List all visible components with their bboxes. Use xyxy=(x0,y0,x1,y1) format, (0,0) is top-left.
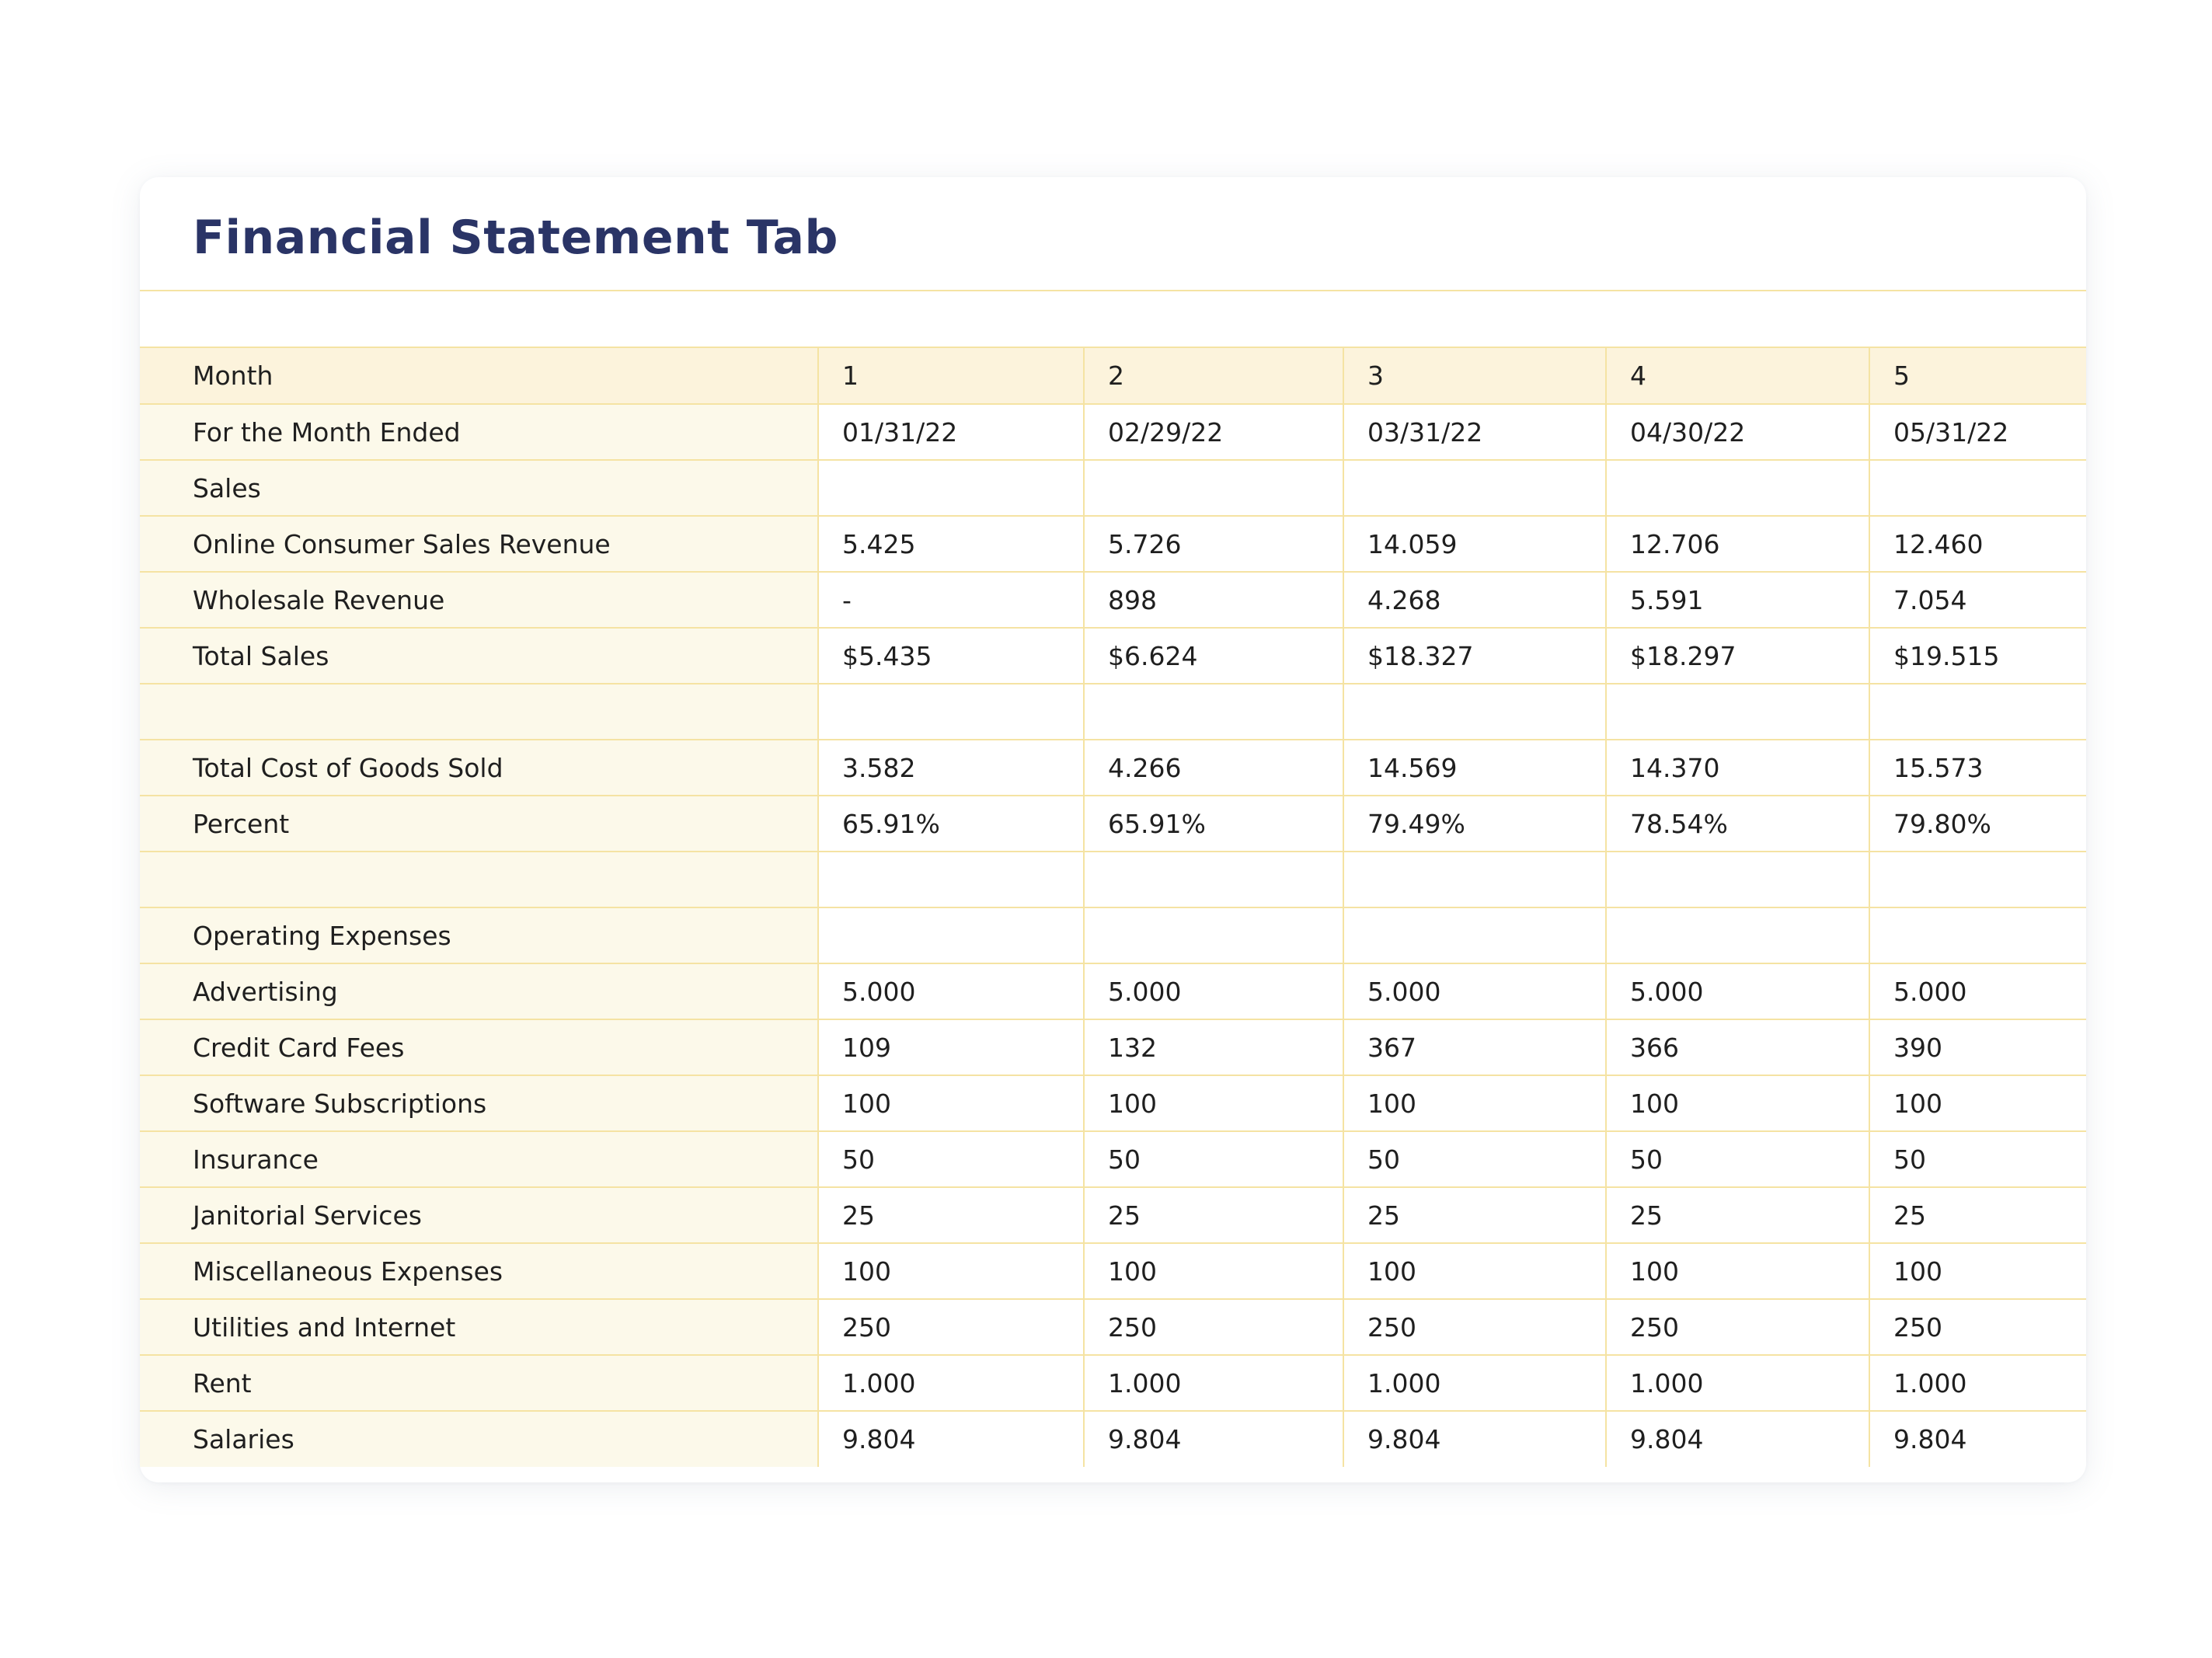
month-header-row xyxy=(140,348,2086,404)
table-cell: 1.000 xyxy=(1869,1355,2086,1411)
table-cell: 7.054 xyxy=(1869,572,2086,628)
table-cell: 100 xyxy=(1869,1243,2086,1299)
table-cell: 1.000 xyxy=(1343,1355,1606,1411)
row-label xyxy=(140,684,818,740)
table-cell: 9.804 xyxy=(818,1411,1084,1467)
table-row xyxy=(140,1299,2086,1355)
table-cell: 50 xyxy=(1606,1131,1869,1187)
table-cell: 78.54% xyxy=(1606,796,1869,852)
row-label: Utilities and Internet xyxy=(140,1299,818,1355)
table-row xyxy=(140,1019,2086,1075)
table-cell: 50 xyxy=(818,1131,1084,1187)
table-cell xyxy=(1343,684,1606,740)
table-cell xyxy=(1084,907,1343,963)
table-cell xyxy=(1606,907,1869,963)
table-cell: 14.059 xyxy=(1343,516,1606,572)
table-cell xyxy=(818,852,1084,907)
table-cell: 65.91% xyxy=(818,796,1084,852)
page-title: Financial Statement Tab xyxy=(193,211,838,265)
table-cell: $19.515 xyxy=(1869,628,2086,684)
table-cell xyxy=(1606,684,1869,740)
table-cell: 25 xyxy=(1869,1187,2086,1243)
table-cell: 4.266 xyxy=(1084,740,1343,796)
table-cell: 100 xyxy=(1606,1243,1869,1299)
table-cell xyxy=(818,460,1084,516)
table-cell: 9.804 xyxy=(1606,1411,1869,1467)
row-label: Salaries xyxy=(140,1411,818,1467)
table-cell: 100 xyxy=(1343,1243,1606,1299)
row-label xyxy=(140,852,818,907)
row-label: Rent xyxy=(140,1355,818,1411)
row-label: Total Cost of Goods Sold xyxy=(140,740,818,796)
table-cell xyxy=(1343,907,1606,963)
spacer-row xyxy=(140,291,2086,348)
table-cell: 25 xyxy=(1343,1187,1606,1243)
table-cell: 109 xyxy=(818,1019,1084,1075)
table-row xyxy=(140,1075,2086,1131)
table-cell xyxy=(1343,460,1606,516)
table-cell: 132 xyxy=(1084,1019,1343,1075)
table-cell: 25 xyxy=(1606,1187,1869,1243)
card-header xyxy=(140,177,2086,291)
table-row xyxy=(140,628,2086,684)
row-label: Sales xyxy=(140,460,818,516)
table-cell: 25 xyxy=(818,1187,1084,1243)
table-cell: 390 xyxy=(1869,1019,2086,1075)
table-cell xyxy=(1084,684,1343,740)
header-cell: 2 xyxy=(1084,348,1343,404)
table-cell: 4.268 xyxy=(1343,572,1606,628)
table-cell xyxy=(1869,460,2086,516)
table-cell: 100 xyxy=(1606,1075,1869,1131)
financial-table xyxy=(140,348,2086,1467)
header-cell: 4 xyxy=(1606,348,1869,404)
row-label: Operating Expenses xyxy=(140,907,818,963)
table-row xyxy=(140,907,2086,963)
financial-statement-card xyxy=(140,177,2086,1482)
table-cell: 25 xyxy=(1084,1187,1343,1243)
table-row xyxy=(140,516,2086,572)
table-cell: 04/30/22 xyxy=(1606,404,1869,460)
table-cell: 14.370 xyxy=(1606,740,1869,796)
row-label: Insurance xyxy=(140,1131,818,1187)
row-label: Credit Card Fees xyxy=(140,1019,818,1075)
table-row xyxy=(140,404,2086,460)
table-cell: 14.569 xyxy=(1343,740,1606,796)
table-cell: $18.297 xyxy=(1606,628,1869,684)
table-row xyxy=(140,852,2086,907)
table-cell: 5.591 xyxy=(1606,572,1869,628)
table-cell: 02/29/22 xyxy=(1084,404,1343,460)
row-label: Software Subscriptions xyxy=(140,1075,818,1131)
table-row xyxy=(140,1355,2086,1411)
table-cell: 5.425 xyxy=(818,516,1084,572)
table-row xyxy=(140,963,2086,1019)
table-cell xyxy=(1869,684,2086,740)
table-cell: 250 xyxy=(1606,1299,1869,1355)
table-cell: 12.460 xyxy=(1869,516,2086,572)
row-label: Wholesale Revenue xyxy=(140,572,818,628)
table-cell: 367 xyxy=(1343,1019,1606,1075)
table-cell xyxy=(1606,852,1869,907)
table-cell: 250 xyxy=(1869,1299,2086,1355)
table-cell: 100 xyxy=(818,1075,1084,1131)
table-row xyxy=(140,740,2086,796)
header-cell: 1 xyxy=(818,348,1084,404)
table-cell: $18.327 xyxy=(1343,628,1606,684)
table-cell: 12.706 xyxy=(1606,516,1869,572)
table-cell: 100 xyxy=(1869,1075,2086,1131)
table-cell: 15.573 xyxy=(1869,740,2086,796)
row-label: Month xyxy=(140,348,818,404)
table-row xyxy=(140,796,2086,852)
table-cell xyxy=(1084,852,1343,907)
header-cell: 5 xyxy=(1869,348,2086,404)
table-cell: 9.804 xyxy=(1343,1411,1606,1467)
table-row xyxy=(140,460,2086,516)
table-cell: 1.000 xyxy=(1606,1355,1869,1411)
table-cell: 5.000 xyxy=(1869,963,2086,1019)
table-cell: - xyxy=(818,572,1084,628)
table-cell: 250 xyxy=(1343,1299,1606,1355)
table-cell: 100 xyxy=(1084,1075,1343,1131)
table-cell: 79.49% xyxy=(1343,796,1606,852)
table-row xyxy=(140,1411,2086,1467)
table-cell: 65.91% xyxy=(1084,796,1343,852)
row-label: Janitorial Services xyxy=(140,1187,818,1243)
table-cell: 3.582 xyxy=(818,740,1084,796)
table-row xyxy=(140,572,2086,628)
table-cell: 01/31/22 xyxy=(818,404,1084,460)
table-row xyxy=(140,1187,2086,1243)
table-cell: 5.000 xyxy=(1343,963,1606,1019)
table-cell: 50 xyxy=(1084,1131,1343,1187)
table-cell: 898 xyxy=(1084,572,1343,628)
table-cell: 9.804 xyxy=(1084,1411,1343,1467)
table-cell xyxy=(1084,460,1343,516)
table-cell: 100 xyxy=(1084,1243,1343,1299)
table-cell: 366 xyxy=(1606,1019,1869,1075)
table-cell: 1.000 xyxy=(1084,1355,1343,1411)
table-cell: 03/31/22 xyxy=(1343,404,1606,460)
table-cell: 250 xyxy=(1084,1299,1343,1355)
table-cell: 100 xyxy=(1343,1075,1606,1131)
row-label: Online Consumer Sales Revenue xyxy=(140,516,818,572)
table-row xyxy=(140,1131,2086,1187)
table-cell xyxy=(818,907,1084,963)
table-cell: 5.000 xyxy=(1606,963,1869,1019)
table-cell: 79.80% xyxy=(1869,796,2086,852)
table-cell: $6.624 xyxy=(1084,628,1343,684)
table-cell: 50 xyxy=(1343,1131,1606,1187)
table-cell: 5.000 xyxy=(818,963,1084,1019)
table-cell: 5.726 xyxy=(1084,516,1343,572)
table-cell: 5.000 xyxy=(1084,963,1343,1019)
table-cell: 250 xyxy=(818,1299,1084,1355)
table-cell xyxy=(1343,852,1606,907)
table-cell: $5.435 xyxy=(818,628,1084,684)
row-label: For the Month Ended xyxy=(140,404,818,460)
row-label: Total Sales xyxy=(140,628,818,684)
table-cell: 100 xyxy=(818,1243,1084,1299)
row-label: Miscellaneous Expenses xyxy=(140,1243,818,1299)
table-cell: 1.000 xyxy=(818,1355,1084,1411)
row-label: Advertising xyxy=(140,963,818,1019)
table-cell xyxy=(1869,907,2086,963)
table-cell xyxy=(818,684,1084,740)
table-cell xyxy=(1869,852,2086,907)
table-row xyxy=(140,684,2086,740)
table-cell: 50 xyxy=(1869,1131,2086,1187)
header-cell: 3 xyxy=(1343,348,1606,404)
table-cell: 9.804 xyxy=(1869,1411,2086,1467)
row-label: Percent xyxy=(140,796,818,852)
table-row xyxy=(140,1243,2086,1299)
table-cell xyxy=(1606,460,1869,516)
table-cell: 05/31/22 xyxy=(1869,404,2086,460)
